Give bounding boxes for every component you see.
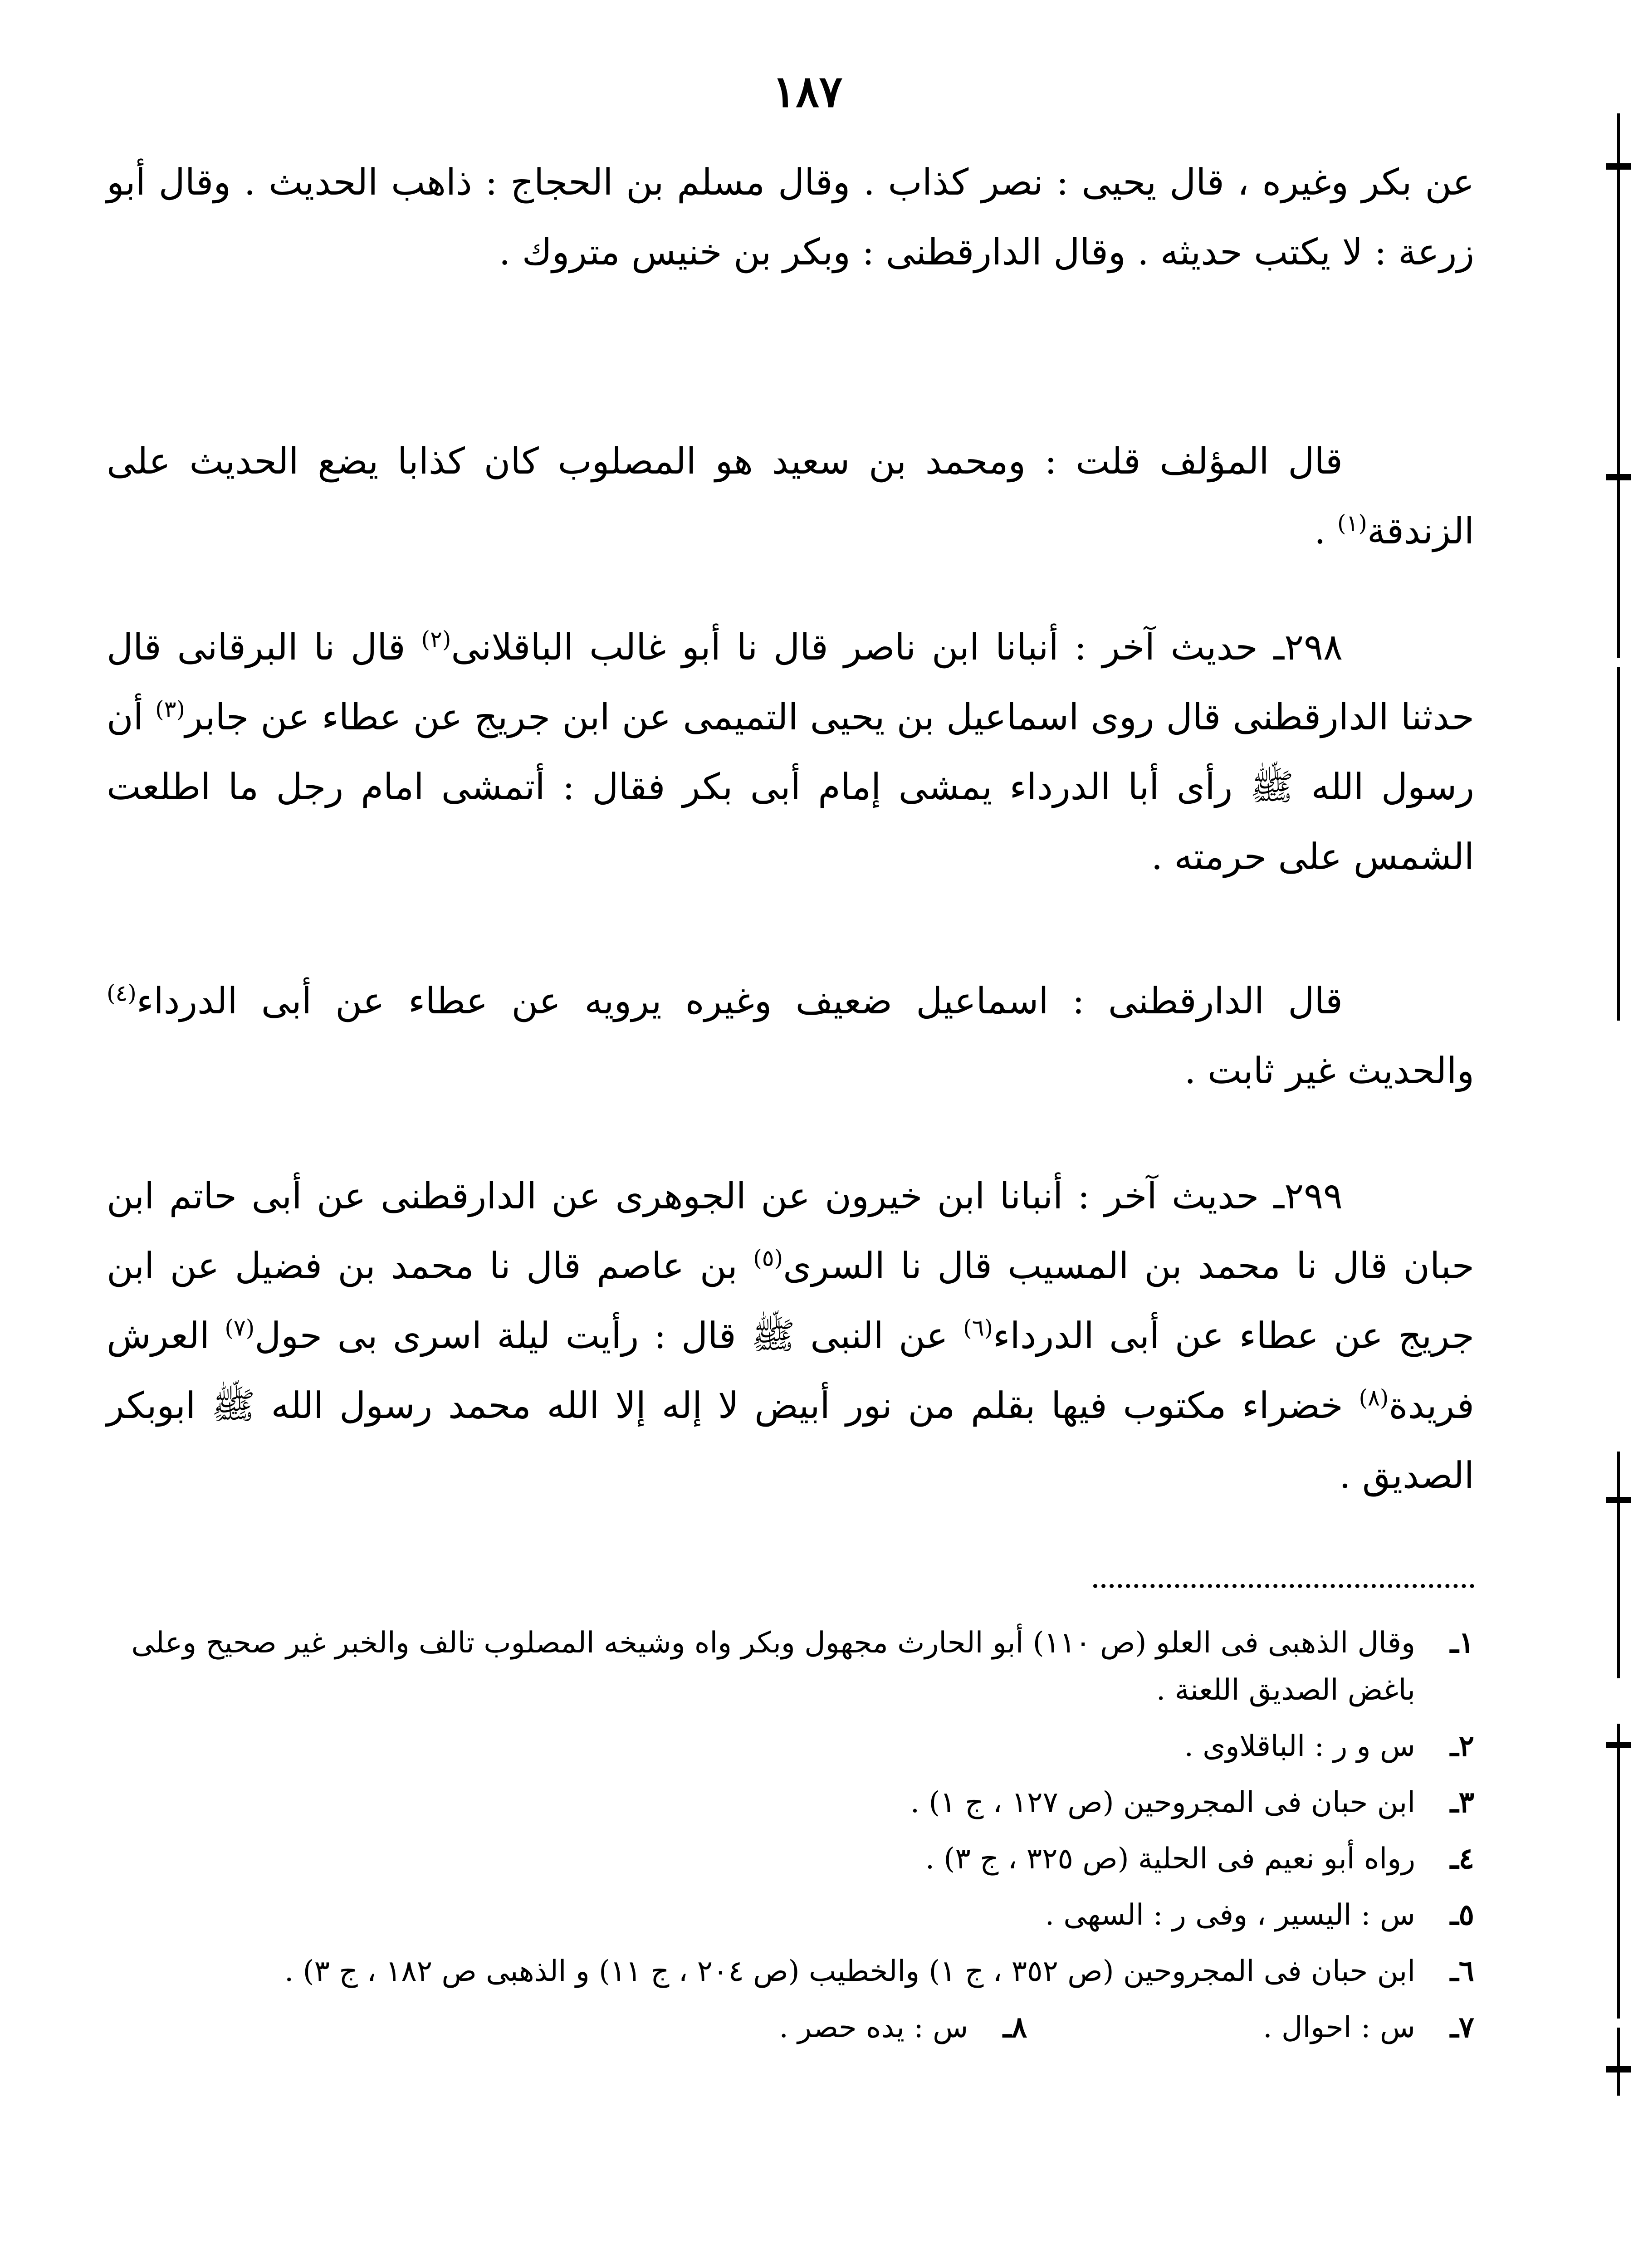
footnote-2 (107, 1723, 1474, 1770)
paragraph-text: قال الدارقطنى : اسماعيل ضعيف وغيره يرويه عن عطاء عن أبى الدرداء (136, 980, 1343, 1022)
paragraph-author-note (107, 426, 1474, 566)
footnote-text: س : احوال . (1263, 2011, 1415, 2044)
paragraph-1: عن بكر وغيره ، قال يحيى : نصر كذاب . وقال مسلم بن الحجاج : ذاهب الحديث . وقال أبو زرعة : لا يكتب حديثه . وقال الدارقطنى : وبكر بن خنيس متروك . (107, 161, 1474, 273)
footnote-text: رواه أبو نعيم فى الحلية (ص ٣٢٥ ، ج ٣) . (925, 1842, 1415, 1876)
footnote-4 (107, 1835, 1474, 1882)
footnote-number: ٧ـ (1450, 2010, 1474, 2044)
paragraph-daraqutni (107, 966, 1474, 1106)
footnote-ref-8: (٨) (1359, 1384, 1389, 1411)
footnote-8 (779, 2004, 1027, 2051)
margin-rule (1617, 2028, 1620, 2096)
paragraph-text: والحديث غير ثابت . (1184, 1050, 1474, 1092)
margin-tick (1606, 2066, 1631, 2072)
footnotes (107, 1619, 1474, 2060)
margin-tick (1606, 1742, 1631, 1748)
margin-rule (1617, 1452, 1620, 1678)
footnote-5 (107, 1892, 1474, 1939)
paragraph-text: قال المؤلف قلت : ومحمد بن سعيد هو المصلوب كان كذابا يضع الحديث على الزندقة (107, 440, 1474, 552)
margin-rule (1617, 1724, 1620, 2019)
paragraph-text: بن عاصم قال نا محمد بن فضيل عن ابن جريج عن عطاء عن أبى الدرداء (107, 1245, 1475, 1357)
footnote-ref-4: (٤) (107, 980, 137, 1007)
paragraph-hadith-299 (107, 1161, 1474, 1510)
footnote-text: وقال الذهبى فى العلو (ص ١١٠) أبو الحارث مجهول وبكر واه وشيخه المصلوب تالف والخبر غير صحيح وعلى باغض الصديق اللعنة . (131, 1626, 1415, 1707)
footnote-number: ٤ـ (1450, 1842, 1474, 1876)
footnote-text: س : اليسير ، وفى ر : السهى . (1045, 1898, 1415, 1932)
margin-tick (1606, 163, 1631, 170)
paragraph-text: أن رسول الله ﷺ رأى أبا الدرداء يمشى إمام أبى بكر فقال : أتمشى امام رجل ما اطلعت الشمس على حرمته . (107, 696, 1474, 878)
margin-rule (1617, 667, 1620, 1021)
paragraph-text: ٢٩٩ـ حديث آخر : أنبانا ابن خيرون عن الجوهرى عن الدارقطنى عن أبى حاتم ابن حبان قال نا محمد بن المسيب قال نا السرى (107, 1175, 1474, 1287)
paragraph-text-end: . (1314, 510, 1337, 552)
footnote-text: ابن حبان فى المجروحين (ص ١٢٧ ، ج ١) . (910, 1786, 1415, 1819)
footnote-number: ١ـ (1450, 1626, 1474, 1660)
margin-tick (1606, 1497, 1631, 1503)
footnote-separator (1093, 1584, 1474, 1588)
paragraph-text: قال نا البرقانى قال حدثنا الدارقطنى قال روى اسماعيل بن يحيى التميمى عن ابن جريج عن عطاء عن جابر (107, 626, 1474, 738)
footnote-ref-7: (٧) (225, 1315, 255, 1341)
footnote-number: ٨ـ (1003, 2010, 1027, 2044)
footnote-7 (1263, 2004, 1474, 2051)
footnote-text: س و ر : الباقلاوى . (1184, 1730, 1415, 1763)
footnote-number: ٥ـ (1450, 1898, 1474, 1932)
paragraph-text: عن النبى ﷺ قال : رأيت ليلة اسرى بى حول (254, 1315, 963, 1357)
footnote-6 (107, 1948, 1474, 1995)
paragraph-hadith-298 (107, 612, 1474, 892)
margin-tick (1606, 474, 1631, 480)
footnote-ref-3: (٣) (155, 696, 186, 723)
footnote-ref-2: (٢) (421, 626, 451, 653)
footnote-1 (107, 1619, 1474, 1714)
footnote-ref-1: (١) (1337, 510, 1367, 537)
footnote-number: ٦ـ (1450, 1954, 1474, 1988)
paragraph-text: ٢٩٨ـ حديث آخر : أنبانا ابن ناصر قال نا أبو غالب الباقلانى (451, 626, 1343, 668)
margin-rule (1617, 113, 1620, 658)
footnote-text: س : يده حصر . (779, 2011, 968, 2044)
paragraph-text: العرش فريدة (107, 1315, 1474, 1427)
footnote-number: ٣ـ (1450, 1785, 1474, 1819)
paragraph-text: خضراء مكتوب فيها بقلم من نور أبيض لا إله إلا الله محمد رسول الله ﷺ ابوبكر الصديق . (107, 1384, 1474, 1496)
footnote-3 (107, 1779, 1474, 1826)
footnote-number: ٢ـ (1450, 1729, 1474, 1763)
footnotes-last-row (107, 2004, 1474, 2060)
page-number: ١٨٧ (772, 66, 843, 117)
footnote-text: ابن حبان فى المجروحين (ص ٣٥٢ ، ج ١) والخطيب (ص ٢٠٤ ، ج ١١) و الذهبى ص ١٨٢ ، ج ٣) . (284, 1955, 1415, 1988)
footnote-ref-6: (٦) (963, 1315, 993, 1341)
footnote-ref-5: (٥) (753, 1245, 783, 1271)
